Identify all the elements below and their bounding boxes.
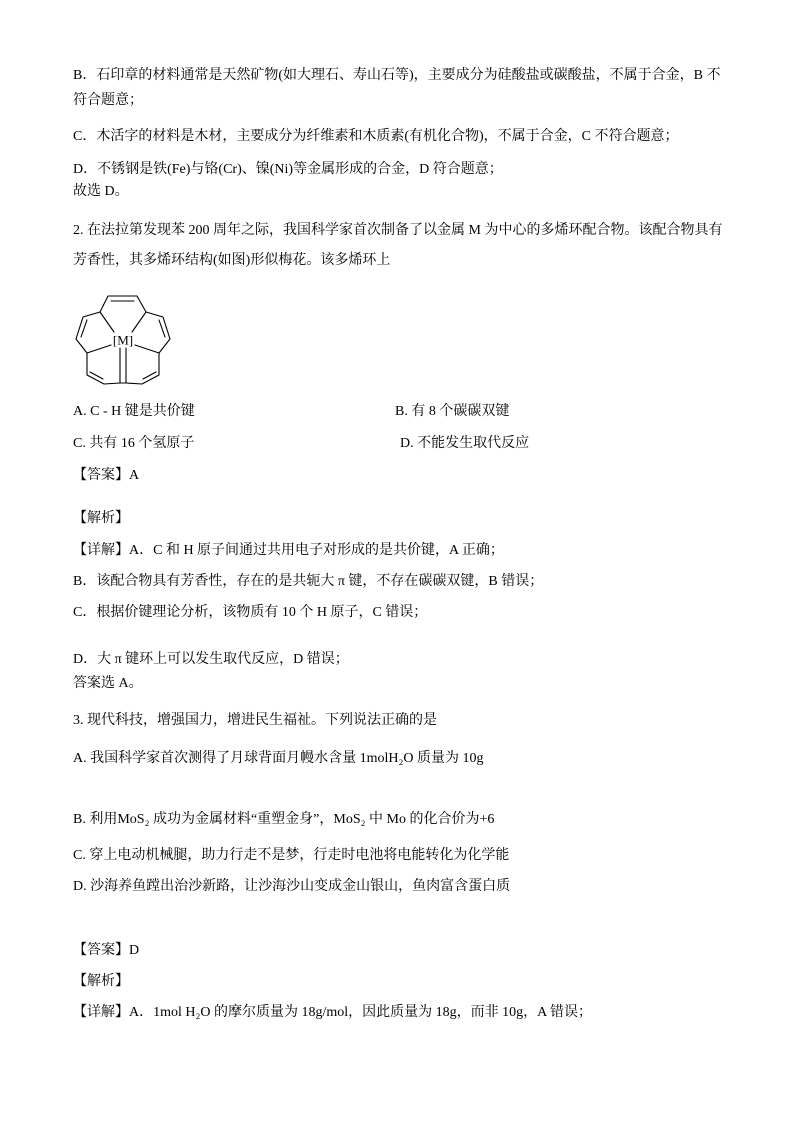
q3-stem: 3. 现代科技，增强国力，增进民生福祉。下列说法正确的是: [73, 713, 437, 728]
q1-conclusion: 故选 D。: [73, 184, 129, 199]
q2-explanation-c: C．根据价键理论分析，该物质有 10 个 H 原子，C 错误；: [73, 605, 428, 620]
q2-option-c: C. 共有 16 个氢原子: [73, 436, 195, 451]
q3-explanation-a: 【详解】A．1mol H₂O 的摩尔质量为 18g/mol，因此质量为 18g，而非 10g，A 错误；: [73, 1005, 592, 1020]
q2-answer: 【答案】A: [73, 468, 140, 483]
metal-center-label: [M]: [112, 332, 134, 348]
q2-explanation-d: D．大 π 键环上可以发生取代反应，D 错误；: [73, 652, 349, 667]
q2-option-d: D. 不能发生取代反应: [400, 436, 530, 451]
q2-analysis-heading: 【解析】: [73, 511, 129, 526]
q3-option-b: B. 利用MoS₂ 成功为金属材料“重塑金身”，MoS₂ 中 Mo 的化合价为+6: [73, 812, 495, 827]
q2-conclusion: 答案选 A。: [73, 676, 143, 691]
q2-explanation-a: 【详解】A．C 和 H 原子间通过共用电子对形成的是共价键，A 正确；: [73, 543, 504, 558]
q3-analysis-heading: 【解析】: [73, 974, 129, 989]
metal-bond-right: [135, 345, 159, 353]
double-bond-line-right: [159, 320, 165, 337]
q1-explanation-option-c: C．木活字的材料是木材，主要成分为纤维素和木质素(有机化合物)，不属于合金，C 不符合题意；: [73, 129, 679, 144]
q3-option-d: D. 沙海养鱼蹚出治沙新路，让沙海沙山变成金山银山，鱼肉富含蛋白质: [73, 879, 511, 894]
q3-option-c: C. 穿上电动机械腿，助力行走不是梦，行走时电池将电能转化为化学能: [73, 848, 510, 863]
metal-bond-upper-right: [132, 312, 146, 332]
polyene-ring-structure-figure: [72, 290, 176, 390]
metal-bond-upper-left: [100, 312, 114, 332]
metal-bond-left: [87, 345, 111, 353]
q3-answer: 【答案】D: [73, 943, 140, 958]
q2-option-a: A. C - H 键是共价键: [73, 404, 195, 419]
q3-option-a: A. 我国科学家首次测得了月球背面月幔水含量 1molH₂O 质量为 10g: [73, 751, 484, 766]
q2-explanation-b: B．该配合物具有芳香性，存在的是共轭大 π 键，不存在碳碳双键，B 错误；: [73, 574, 544, 589]
q2-stem: 2. 在法拉第发现苯 200 周年之际，我国科学家首次制备了以金属 M 为中心的多烯环配合物。该配合物具有芳香性，其多烯环结构(如图)形似梅花。该多烯环上: [73, 223, 723, 268]
q1-explanation-option-b: B．石印章的材料通常是天然矿物(如大理石、寿山石等)，主要成分为硅酸盐或碳酸盐，不属于合金，B 不符合题意；: [73, 68, 721, 108]
q2-option-b: B. 有 8 个碳碳双键: [395, 404, 510, 419]
q1-explanation-option-d: D．不锈钢是铁(Fe)与铬(Cr)、镍(Ni)等金属形成的合金，D 符合题意；: [73, 162, 503, 177]
double-bond-line-left: [81, 320, 87, 337]
